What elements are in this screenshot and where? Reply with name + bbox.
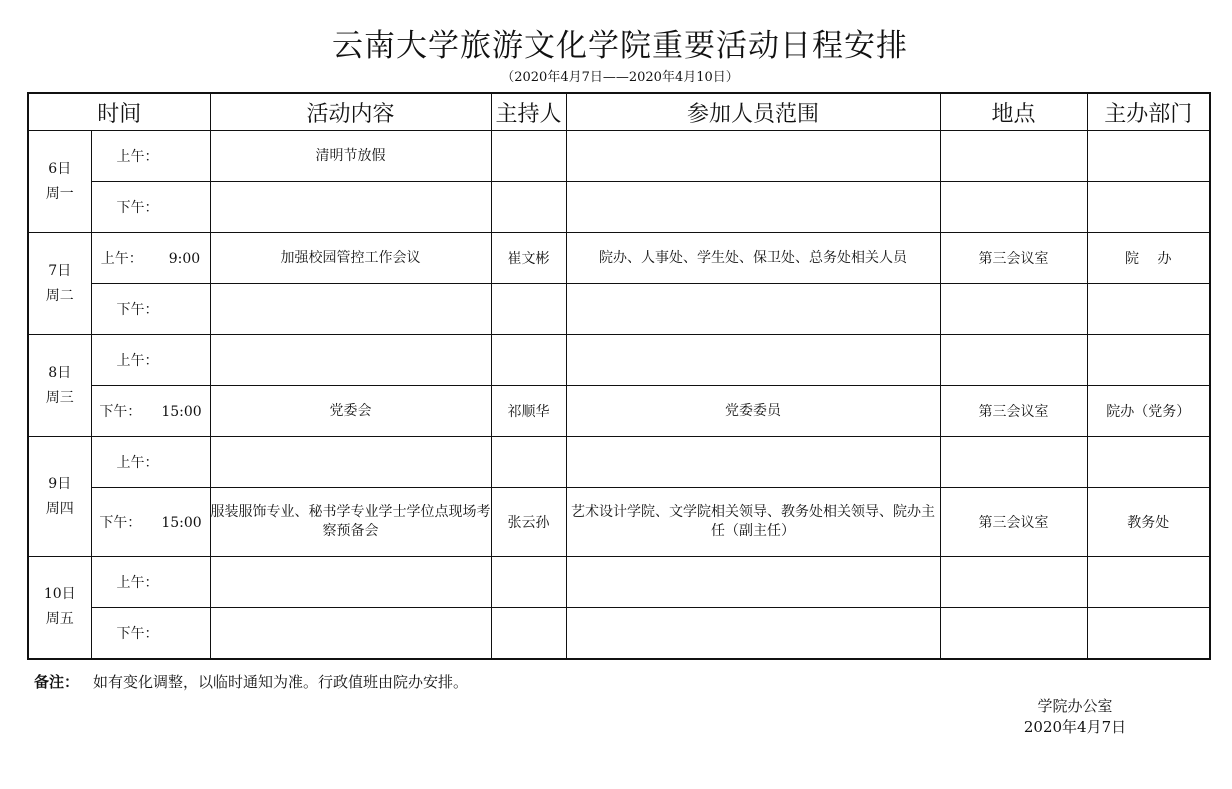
- day-weekday: 周五: [45, 611, 74, 628]
- slot-label: 下午：: [99, 515, 142, 531]
- day-date: 7日: [48, 262, 72, 279]
- cell-participants: [566, 557, 940, 608]
- cell-location: [940, 284, 1087, 335]
- cell-participants: [566, 131, 940, 182]
- time-slot-cell: [91, 233, 210, 284]
- cell-host: [491, 557, 566, 608]
- schedule-row: [28, 608, 1210, 659]
- cell-host: [491, 131, 566, 182]
- header-row: [28, 93, 1210, 131]
- schedule-table: [27, 92, 1211, 660]
- cell-department: [1087, 131, 1210, 182]
- cell-host: [491, 335, 566, 386]
- header-department: 主办部门: [1087, 93, 1210, 131]
- time-slot-cell: [91, 386, 210, 437]
- signature-date: 2020年4月7日: [1023, 718, 1127, 736]
- day-date: 10日: [43, 586, 76, 603]
- cell-participants: [566, 437, 940, 488]
- header-location: 地点: [940, 93, 1087, 131]
- day-date: 8日: [48, 364, 72, 381]
- time-slot-cell: [91, 557, 210, 608]
- cell-participants: 院办、人事处、学生处、保卫处、总务处相关人员: [566, 233, 940, 284]
- cell-department: [1087, 284, 1210, 335]
- time-slot-cell: [91, 131, 210, 182]
- signature-block: [1000, 696, 1150, 738]
- slot-label: 下午：: [116, 302, 159, 318]
- time-slot-cell: [91, 437, 210, 488]
- cell-host: [491, 437, 566, 488]
- cell-participants: 党委委员: [566, 386, 940, 437]
- slot-label: 上午：: [116, 149, 159, 165]
- cell-department: [1087, 182, 1210, 233]
- day-weekday: 周二: [45, 287, 74, 304]
- day-weekday: 周一: [45, 185, 74, 202]
- slot-label: 上午：: [116, 575, 159, 591]
- cell-content: [210, 437, 491, 488]
- schedule-body: [28, 131, 1210, 659]
- cell-content: [210, 335, 491, 386]
- cell-location: 第三会议室: [940, 488, 1087, 557]
- slot-label: 下午：: [116, 200, 159, 216]
- cell-host: [491, 608, 566, 659]
- schedule-row: [28, 131, 1210, 182]
- remark: [34, 671, 468, 692]
- cell-content: [210, 608, 491, 659]
- day-cell: [28, 557, 91, 659]
- cell-department: [1087, 437, 1210, 488]
- cell-host: 祁顺华: [491, 386, 566, 437]
- cell-participants: [566, 284, 940, 335]
- cell-content: 党委会: [210, 386, 491, 437]
- cell-content: [210, 557, 491, 608]
- remark-text: 如有变化调整，以临时通知为准。行政值班由院办安排。: [93, 673, 469, 691]
- cell-department: 院办（党务）: [1087, 386, 1210, 437]
- slot-label: 下午：: [99, 404, 142, 420]
- header-host: 主持人: [491, 93, 566, 131]
- time-slot-cell: [91, 488, 210, 557]
- cell-department: [1087, 557, 1210, 608]
- schedule-row: [28, 557, 1210, 608]
- slot-label: 上午：: [116, 455, 159, 471]
- cell-host: 崔文彬: [491, 233, 566, 284]
- cell-location: 第三会议室: [940, 386, 1087, 437]
- cell-location: [940, 608, 1087, 659]
- time-slot-cell: [91, 335, 210, 386]
- schedule-row: [28, 386, 1210, 437]
- date-range-subtitle: （2020年4月7日——2020年4月10日）: [501, 70, 739, 85]
- day-cell: [28, 437, 91, 557]
- cell-content: 清明节放假: [210, 131, 491, 182]
- day-weekday: 周三: [45, 389, 74, 406]
- header-time: 时间: [28, 93, 210, 131]
- cell-location: [940, 131, 1087, 182]
- cell-participants: [566, 608, 940, 659]
- day-date: 6日: [48, 160, 72, 177]
- slot-time: 9:00: [168, 251, 201, 267]
- slot-label: 下午：: [116, 625, 159, 642]
- schedule-row: [28, 233, 1210, 284]
- cell-location: [940, 182, 1087, 233]
- day-cell: [28, 335, 91, 437]
- day-weekday: 周四: [45, 500, 74, 517]
- time-slot-cell: [91, 608, 210, 659]
- schedule-row: [28, 335, 1210, 386]
- time-slot-cell: [91, 182, 210, 233]
- cell-content: [210, 284, 491, 335]
- cell-host: [491, 284, 566, 335]
- signature-office: 学院办公室: [1037, 697, 1113, 715]
- slot-time: 15:00: [161, 404, 202, 420]
- remark-label: 备注：: [34, 673, 80, 691]
- schedule-row: [28, 488, 1210, 557]
- day-cell: [28, 233, 91, 335]
- cell-location: [940, 335, 1087, 386]
- page-title: 云南大学旅游文化学院重要活动日程安排: [332, 28, 908, 64]
- cell-department: [1087, 335, 1210, 386]
- cell-content: [210, 182, 491, 233]
- cell-location: [940, 437, 1087, 488]
- cell-location: 第三会议室: [940, 233, 1087, 284]
- time-slot-cell: [91, 284, 210, 335]
- cell-host: 张云孙: [491, 488, 566, 557]
- cell-department: [1087, 608, 1210, 659]
- header-participants: 参加人员范围: [566, 93, 940, 131]
- slot-label: 上午：: [116, 353, 159, 369]
- cell-participants: [566, 182, 940, 233]
- cell-content: 加强校园管控工作会议: [210, 233, 491, 284]
- day-date: 9日: [48, 475, 72, 492]
- cell-host: [491, 182, 566, 233]
- day-cell: [28, 131, 91, 233]
- cell-location: [940, 557, 1087, 608]
- cell-content: 服装服饰专业、秘书学专业学士学位点现场考察预备会: [210, 488, 491, 557]
- slot-time: 15:00: [161, 515, 202, 531]
- cell-participants: 艺术设计学院、文学院相关领导、教务处相关领导、院办主任（副主任）: [566, 488, 940, 557]
- cell-department: 教务处: [1087, 488, 1210, 557]
- schedule-row: [28, 182, 1210, 233]
- cell-participants: [566, 335, 940, 386]
- header-content: 活动内容: [210, 93, 491, 131]
- schedule-row: [28, 437, 1210, 488]
- schedule-row: [28, 284, 1210, 335]
- slot-label: 上午：: [100, 251, 143, 267]
- cell-department: 院 办: [1087, 233, 1210, 284]
